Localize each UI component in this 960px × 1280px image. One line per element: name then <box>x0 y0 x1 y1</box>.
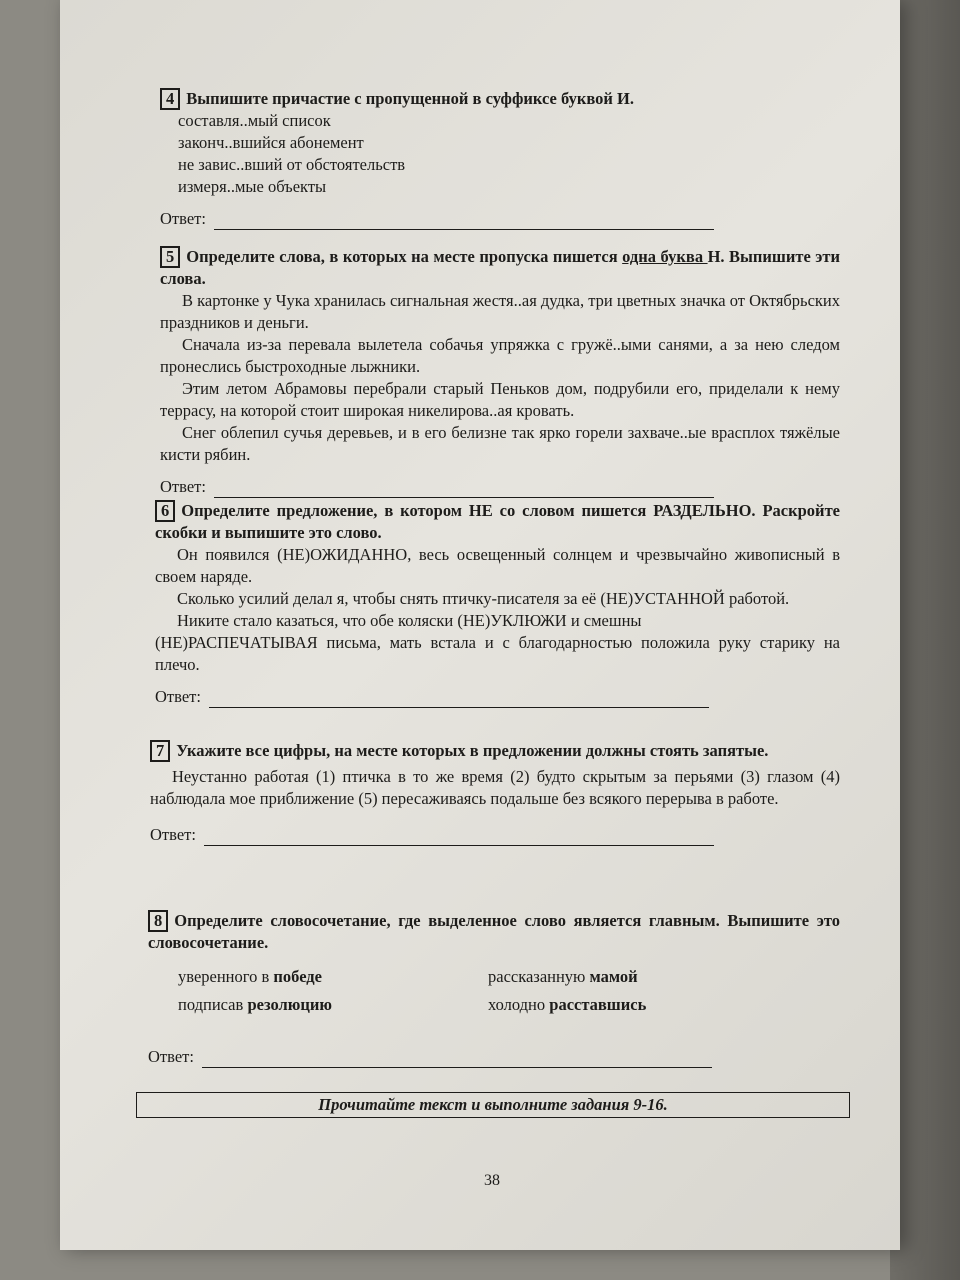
task-5-answer <box>160 476 840 498</box>
task-8-answer-line[interactable] <box>202 1049 712 1068</box>
task-8 <box>148 910 840 1068</box>
pair-1-plain: уверенного в <box>178 967 274 986</box>
task-8-answer-label: Ответ: <box>148 1047 194 1066</box>
task-5-title-a: Определите слова, в которых на месте пропуска пишется <box>186 247 623 266</box>
task-6-paragraph-4: (НЕ)РАСПЕЧАТЫВАЯ письма, мать встала и с благодарностью положила руку старику на плечо. <box>155 633 840 674</box>
task-7-answer <box>150 824 840 846</box>
task-8-pair-4 <box>488 994 788 1016</box>
pair-3-plain: подписав <box>178 995 248 1014</box>
task-8-pair-3 <box>178 994 488 1016</box>
task-5-number: 5 <box>160 246 180 268</box>
task-4-item-3: не завис..вший от обстоятельств <box>178 155 406 174</box>
task-5 <box>160 246 840 498</box>
task-8-title: Определите словосочетание, где выделенное слово является главным. Выпишите это словосочетание. <box>148 911 840 952</box>
task-8-pair-1 <box>178 966 488 988</box>
task-8-pair-2 <box>488 966 788 988</box>
pair-3-bold: резолюцию <box>247 995 332 1014</box>
task-5-paragraph-4: Снег облепил сучья деревьев, и в его белизне так ярко горели захваче..ые врасплох тяжёлые кисти рябин. <box>160 423 840 464</box>
pair-4-bold: расставшись <box>549 995 647 1014</box>
task-4 <box>160 88 840 230</box>
task-5-answer-line[interactable] <box>214 479 714 498</box>
pair-2-bold: мамой <box>589 967 638 986</box>
task-4-header <box>160 88 840 110</box>
task-4-answer <box>160 208 840 230</box>
task-7-number: 7 <box>150 740 170 762</box>
task-8-answer <box>148 1046 840 1068</box>
page-number: 38 <box>484 1172 500 1189</box>
instruction-banner: Прочитайте текст и выполните задания 9-16. <box>136 1092 850 1118</box>
task-6 <box>155 500 840 708</box>
task-4-item-2: законч..вшийся абонемент <box>178 133 364 152</box>
book-edge <box>890 0 960 1280</box>
task-5-title-underlined: одна буква <box>622 247 708 266</box>
pair-2-plain: рассказанную <box>488 967 590 986</box>
task-6-answer-label: Ответ: <box>155 687 201 706</box>
task-5-answer-label: Ответ: <box>160 477 206 496</box>
task-6-paragraph-3: Никите стало казаться, что обе коляски (НЕ)УКЛЮЖИ и смешны <box>177 611 642 630</box>
pair-1-bold: победе <box>273 967 322 986</box>
task-6-header <box>155 500 840 544</box>
task-6-number: 6 <box>155 500 175 522</box>
task-6-paragraph-2: Сколько усилий делал я, чтобы снять птичку-писателя за её (НЕ)УСТАННОЙ работой. <box>177 589 790 608</box>
pair-4-plain: холодно <box>488 995 550 1014</box>
task-4-title: Выпишите причастие с пропущенной в суффиксе буквой И. <box>186 89 634 108</box>
task-7 <box>150 740 840 846</box>
task-4-answer-label: Ответ: <box>160 209 206 228</box>
task-7-title: Укажите все цифры, на месте которых в предложении должны стоять запятые. <box>176 741 769 760</box>
task-4-item-1: составля..мый список <box>178 111 331 130</box>
task-8-number: 8 <box>148 910 168 932</box>
task-8-header <box>148 910 840 954</box>
task-6-answer <box>155 686 840 708</box>
task-7-header <box>150 740 840 762</box>
task-4-answer-line[interactable] <box>214 211 714 230</box>
task-6-paragraph-1: Он появился (НЕ)ОЖИДАННО, весь освещенный солнцем и чрезвычайно живописный в своем наряде. <box>155 545 840 586</box>
task-5-paragraph-3: Этим летом Абрамовы перебрали старый Пеньков дом, подрубили его, приделали к нему террасу, на которой стоит широкая никелирова..ая кровать. <box>160 379 840 420</box>
task-4-item-4: измеря..мые объекты <box>178 177 327 196</box>
task-5-title-b: Н. Выпишите эти слова. <box>160 247 841 288</box>
task-6-title: Определите предложение, в котором НЕ со словом пишется РАЗДЕЛЬНО. Раскройте скобки и выпишите это слово. <box>155 501 840 542</box>
task-4-number: 4 <box>160 88 180 110</box>
task-5-paragraph-2: Сначала из-за перевала вылетела собачья упряжка с гружё..ыми санями, а за нею следом пронеслись быстроходные лыжники. <box>160 335 840 376</box>
task-6-answer-line[interactable] <box>209 689 709 708</box>
task-5-paragraph-1: В картонке у Чука хранилась сигнальная жестя..ая дудка, три цветных значка от Октябрьских праздников и деньги. <box>160 291 841 332</box>
task-7-answer-label: Ответ: <box>150 825 196 844</box>
task-7-paragraph: Неустанно работая (1) птичка в то же время (2) будто скрытым за перьями (3) глазом (4) наблюдала мое приближение (5) пересаживаясь подальше без всякого перерыва в работе. <box>150 767 840 808</box>
task-8-pairs <box>178 966 840 1016</box>
task-5-header <box>160 246 840 290</box>
task-7-answer-line[interactable] <box>204 827 714 846</box>
